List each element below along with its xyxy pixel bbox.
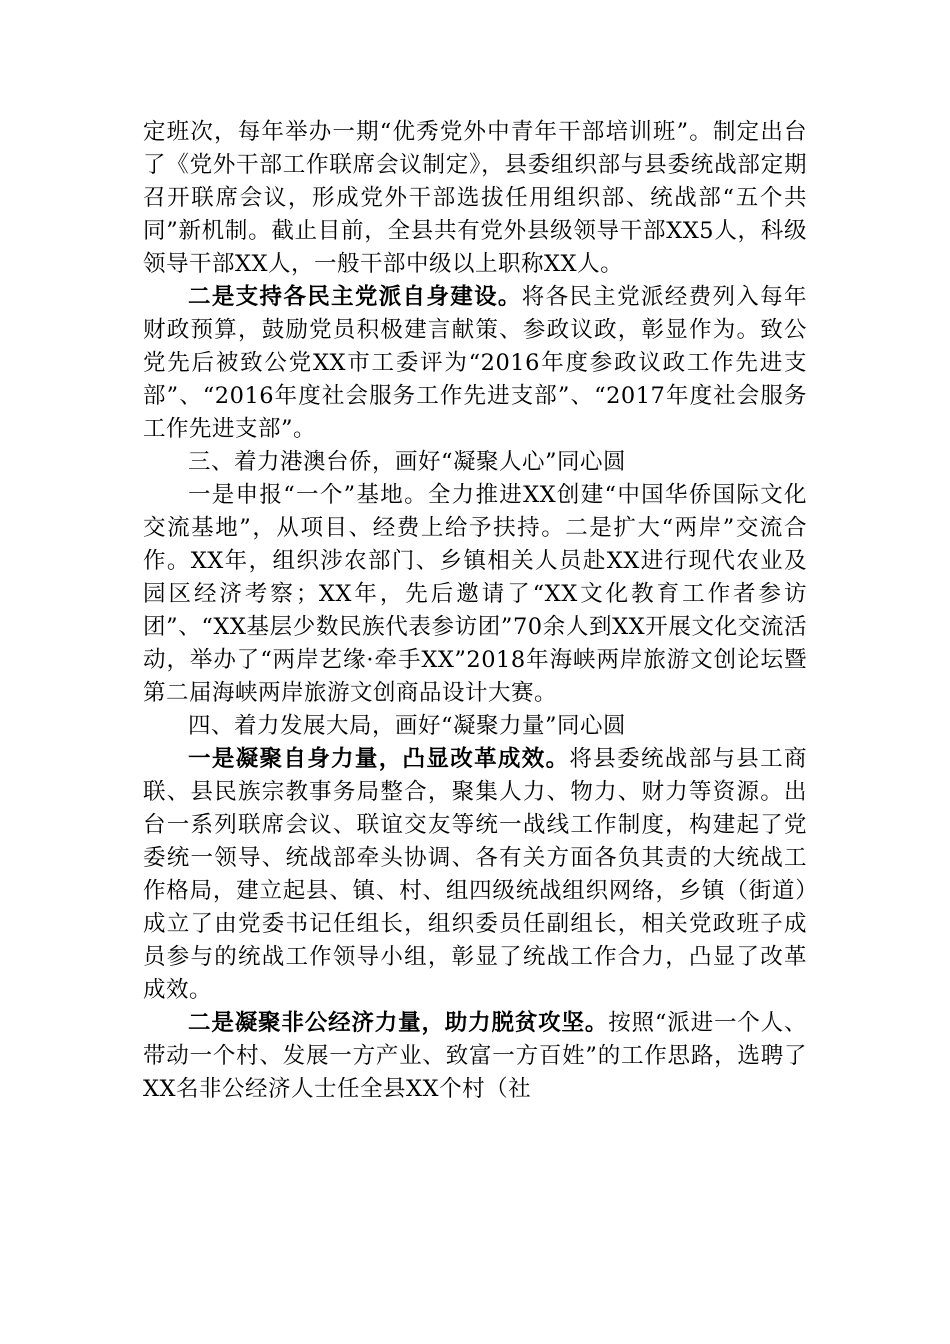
- section-heading-three: 三、着力港澳台侨，画好“凝聚人心”同心圆: [188, 449, 627, 475]
- paragraph-text: 按照“派进一个人、带动一个村、发展一方产业、致富一方百姓”的工作思路，选聘了XX名非公经济人士任全县XX个村（社: [143, 1010, 807, 1102]
- paragraph-lead: 一是凝聚自身力量，凸显改革成效。: [188, 746, 570, 772]
- paragraph-text: 将县委统战部与县工商联、县民族宗教事务局整合，聚集人力、物力、财力等资源。出台一系列联席会议、联谊交友等统一战线工作制度，构建起了党委统一领导、统战部牵头协调、各有关方面各负其责的大统战工作格局，建立起县、镇、村、组四级统战组织网络，乡镇（街道）成立了由党委书记任组长，组织委员任副组长，相关党政班子成员参与的统战工作领导小组，彰显了统战工作合力，凸显了改革成效。: [143, 746, 807, 1003]
- paragraph-lead: 二是支持各民主党派自身建设。: [188, 284, 522, 310]
- paragraph-cadre-training: [143, 116, 807, 281]
- paragraph-text: 定班次，每年举办一期“优秀党外中青年干部培训班”。制定出台了《党外干部工作联席会议制定》，县委组织部与县委统战部定期召开联席会议，形成党外干部选拔任用组织部、统战部“五个共同”新机制。截止目前，全县共有党外县级领导干部XX5人，科级领导干部XX人，一般干部中级以上职称XX人。: [143, 119, 807, 277]
- section-heading-four: 四、着力发展大局，画好“凝聚力量”同心圆: [188, 713, 627, 739]
- paragraph-text: 一是申报“一个”基地。全力推进XX创建“中国华侨国际文化交流基地”，从项目、经费上给予扶持。二是扩大“两岸”交流合作。XX年，组织涉农部门、乡镇相关人员赴XX进行现代农业及园区经济考察；XX年，先后邀请了“XX文化教育工作者参访团”、“XX基层少数民族代表参访团”70余人到XX开展文化交流活动，举办了“两岸艺缘·牵手XX”2018年海峡两岸旅游文创论坛暨第二届海峡两岸旅游文创商品设计大赛。: [143, 482, 807, 706]
- paragraph-poverty-alleviation: [143, 1007, 807, 1106]
- paragraph-lead: 二是凝聚非公经济力量，助力脱贫攻坚。: [188, 1010, 609, 1036]
- paragraph-text: 将各民主党派经费列入每年财政预算，鼓励党员积极建言献策、参政议政，彰显作为。致公党先后被致公党XX市工委评为“2016年度参政议政工作先进支部”、“2016年度社会服务工作先进支部”、“2017年度社会服务工作先进支部”。: [143, 284, 807, 442]
- paragraph-reform-results: [143, 743, 807, 1007]
- paragraph-overseas-exchange: [143, 479, 807, 710]
- document-page: [143, 116, 807, 1106]
- paragraph-democratic-parties: [143, 281, 807, 446]
